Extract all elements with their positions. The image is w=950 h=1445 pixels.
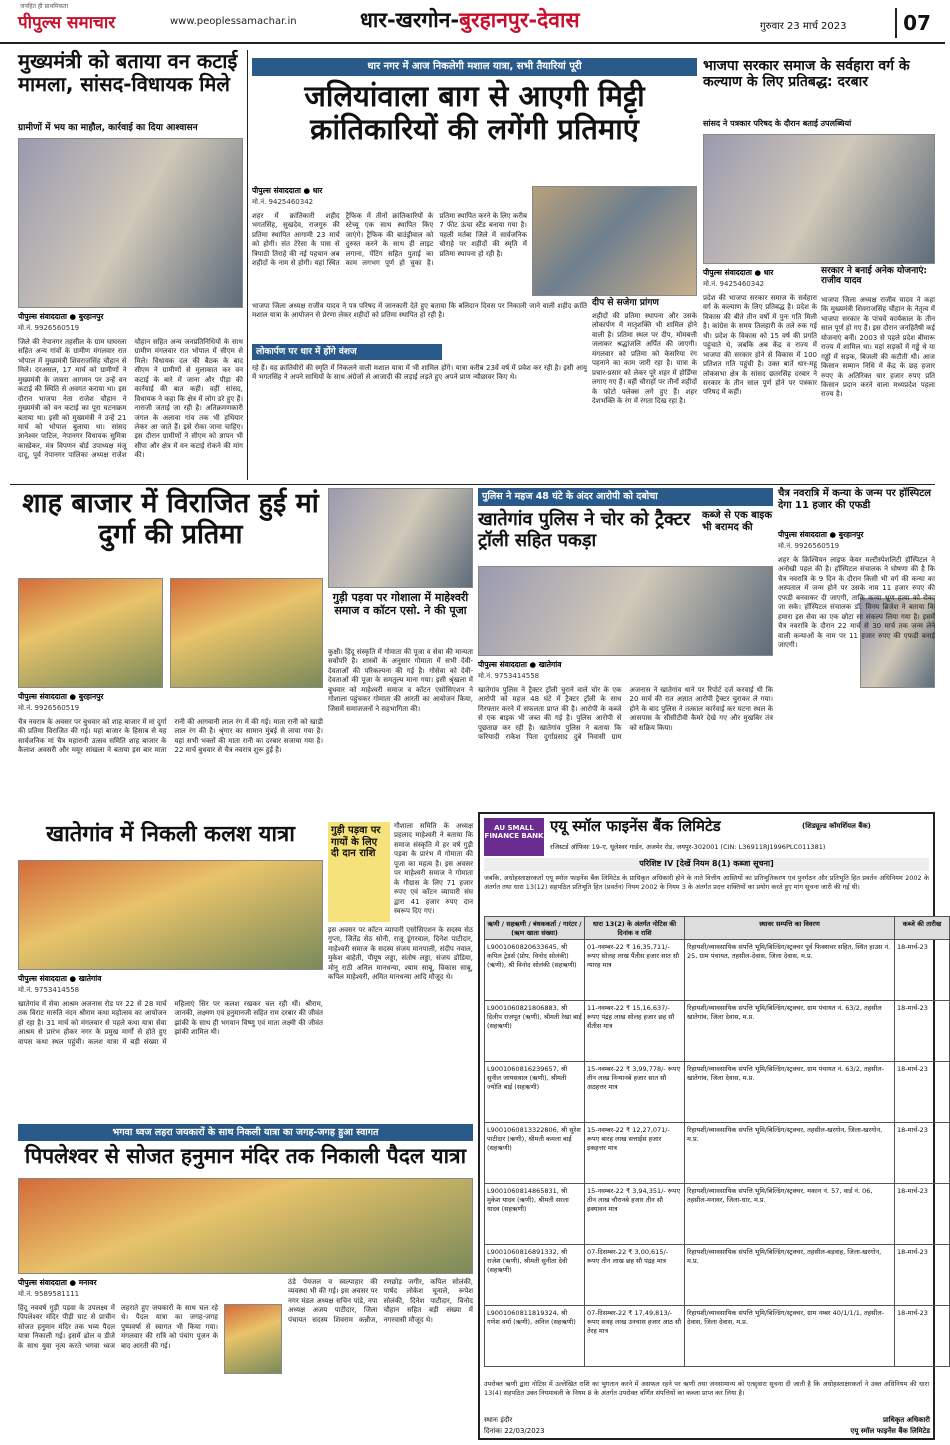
strip: धार नगर में आज निकलेगी मशाल यात्रा, सभी तैयारियां पूरी [252, 58, 697, 76]
region-title [360, 8, 710, 38]
cell-date: 18-मार्च-23 [895, 1245, 950, 1306]
cell-borrower: L9001060816891332, श्री राजेश (ऋणी), श्रीमती सुनीता देवी (सहऋणी) [485, 1245, 585, 1306]
byline: पीपुल्स संवाददाता ● धार [252, 186, 323, 195]
region-title-b: बुरहानपुर-देवास [459, 8, 580, 32]
table-row [485, 1245, 950, 1306]
cell-property: रिहायशी/व्यावसायिक संपत्ति भूमि/बिल्डिंग/स्ट्रक्चर, तहसील-बड़वाह, जिला-खरगोन, म.प्र. [685, 1245, 895, 1306]
photo-goshala [328, 488, 473, 588]
body-2: शहीदों की प्रतिमा स्थापना और उसके लोकार्पण में मातृशक्ति भी शामिल होने वाली है। प्रतिमा स्थल पर दीप, मोमबत्ती जलाकर श्रद्धांजलि अर्पित की जाएगी। मंगलवार को प्रतिमा को केसरिया रंग पहनाने का काम जारी रहा है। यात्रा के प्रचार-प्रसार को लेकर पूरे शहर में होर्डिंग्स लगाए गए हैं। वहीं चौराहों पर तीनों शहीदों के फोटो फ्लेक्स लगे हुए हैं। शहर देशभक्ति के रंग में रंगता दिख रहा है। [592, 312, 697, 405]
page-number: 07 [895, 8, 937, 38]
photo-kalash-yatra [18, 860, 323, 970]
story-jallianwala [252, 58, 697, 478]
mobile-number: मो.नं. 9926560519 [18, 704, 80, 712]
tagline: जनहित ही प्राथमिकता [20, 3, 69, 10]
mobile-number: मो.नं. 9425460342 [703, 280, 765, 288]
headline: खातेगांव में निकली कलश यात्रा [46, 822, 295, 847]
cell-notice: 11-नवम्बर-22 ₹ 15,16,637/- रूपए पंद्रह लाख सोलह हजार छह सौ सैंतीस मात्र [585, 1001, 685, 1062]
side-head: सरकार ने बनाई अनेक योजनाएं: राजीव यादव [821, 266, 928, 287]
logo[interactable]: पीपुल्स समाचार [18, 13, 116, 33]
cell-notice: 15-नवम्बर-22 ₹ 3,99,778/- रूपए तीन लाख निन्यानबे हजार सात सौ अठहत्तर मात्र [585, 1062, 685, 1123]
story-kalash [18, 822, 323, 1120]
notice-date: दिनांकः 22/03/2023 [484, 1427, 545, 1435]
masthead [0, 0, 945, 44]
body: प्रदेश की भाजपा सरकार समाज के सर्वहारा वर्ग के कल्याण के लिए प्रतिबद्ध है। प्रदेश के विकास की बीते तीन वर्षों में पुनः गति मिली है। कांग्रेस के समय तिलहारी के तले रुक गई थी। प्रदेश के विकास को 15 वर्ष की प्रगति पहुंचाते थे, जबकि अब केंद्र व राज्य में भाजपा की सरकार होने से विकास में 100 प्रतिशत गति पहुंची है। उक्त बातें धार-महू लोकसभा क्षेत्र के सांसद छतरसिंह दरबार ने सरकार के तीन साल पूर्ण होने पर पत्रकार परिषद में कहीं। [703, 294, 817, 397]
cell-borrower: L9001060814865831, श्री मुकेश यादव (ऋणी), श्रीमती सरला यादव (सहऋणी) [485, 1184, 585, 1245]
headline: खातेगांव पुलिस ने चोर को ट्रैक्टर ट्रॉली सहित पकड़ा [478, 509, 691, 551]
photo-hanuman [224, 1304, 282, 1374]
body: शहर के क्रिश्चियन लाइफ केयर मल्टीस्पेशलिटी हॉस्पिटल ने अनोखी पहल की है। हॉस्पिटल संचालक ने घोषणा की है कि चैत्र नवरात्रि के 9 दिन के दौरान किसी भी वर्ग की कन्या का अस्पताल में जन्म होने पर उसके नाम 11 हजार रुपए की एफडी बनवाकर दी जाएगी, ताकि कन्या भ्रूण हत्या को रोका जा सके। हॉस्पिटल संचालक डॉ. विनय ब्रिजेश ने बताया कि हमारा इस सेवा का एक छोटा सा संकल्प लिया गया है। इसमें चैत्र नवरात्रि के दौरान 22 मार्च से 30 मार्च तक जन्म लेने वाली कन्याओं के नाम पर 11 हजार रुपए की एफडी बनाई जाएगी। [778, 556, 935, 649]
cell-notice: 07-दिसम्बर-22 ₹ 3,00,615/- रूपए तीन लाख छह सौ पंद्रह मात्र [585, 1245, 685, 1306]
cell-borrower: L9001060811819324, श्री गणेश वर्मा (ऋणी), अनिल (सहऋणी) [485, 1306, 585, 1367]
story-police [478, 488, 773, 698]
cell-borrower: L9001060816239657, श्री सुनील जायसवाल (ऋणी), श्रीमती ज्योति बाई (सहऋणी) [485, 1062, 585, 1123]
divider [247, 50, 248, 480]
col-borrower: ऋणी / सहऋणी / बंधककर्ता / गारंटर / (ऋण खाता संख्या) [485, 917, 585, 940]
site-url[interactable]: www.peoplessamachar.in [170, 16, 297, 27]
body: हिंदू नववर्ष गुड़ी पड़वा के उपलक्ष्य में पिपलेश्वर मंदिर पीड़ी घाट से प्राचीन सोजत हनुमान मंदिर तक भव्य पैदल यात्रा निकाली गई। इसमें ढोल व डीजे के साथ युवा नृत्य करते भगवा ध्वज लहराते हुए जयकारों के साथ चल रहे थे। पैदल यात्रा का जगह-जगह पुष्पवर्षा से स्वागत भी किया गया। मंगलवार की रात्रि को पंचांग पूजन के बाद आरती की गई। [18, 1304, 218, 1350]
mobile-number: मो.नं. 9425460342 [252, 198, 314, 206]
cell-borrower: L9001060821806883, श्री दिलीप राजपूत (ऋणी), श्रीमती रेखा बाई (सहऋणी) [485, 1001, 585, 1062]
notice-intro: जबकि, अधोहस्ताक्षरकर्ता एयू स्मॉल फाइनेंस बैंक लिमिटेड के प्राधिकृत अधिकारी होने के नाते वित्तीय आस्तियों का प्रतिभूतिकरण एवं पुनर्गठन और प्रतिभूति हित प्रवर्तन अधिनियम 2002 के अंतर्गत तथा धारा 13(12) सहपठित प्रतिभूति हित (प्रवर्तन) नियम 2002 के नियम 3 के अंतर्गत प्रदत्त शक्तियों का प्रयोग करते हुए मांग सूचना जारी की गई थी। [484, 874, 929, 891]
region-title-a: धार-खरगोन- [360, 8, 460, 32]
body-3: भाजपा जिला अध्यक्ष राजीव यादव ने पत्र परिषद में जानकारी देते हुए बताया कि बलिदान दिवस पर निकाली जाने वाली शहीद क्रांति मशाल यात्रा के आयोजन से प्रेरणा लेकर शहीदों को प्रतिमा स्थापित हो रही है। [252, 302, 587, 320]
body-3: इस अवसर पर कॉटन व्यापारी एसोसिएशन के सदस्य सेठ गुप्ता, जितेंद्र सेठ सोनी, राजू डूंगरवाल, दिनेश पाटीदार, माहेश्वरी समाज के सदस्य संजय मानपाली, संदीप नवाल, मुकेश बाहेती, पीयूष लड्डा, संतोष लड्डा, संजय डोडिया, मोनू राठी अनिल मानधन्या, श्याम साबू, विकास साबू, कपिल माहेश्वरी, अमित मानधन्या आदि मौजूद थे। [328, 926, 473, 982]
subhead: दीप से सजेगा प्रांगण [592, 298, 659, 308]
photo-press-conference [703, 134, 935, 264]
table-row [485, 1306, 950, 1367]
body-2: गौशाला समिति के अध्यक्ष प्रहलाद माहेश्वरी ने बताया कि समाज संस्कृति में हर वर्ष गुड़ी पड़वा के प्रारंभ में गोमाता की पूजा का महत्व है। इस अवसर पर माहेश्वरी समाज ने गोमाता के गौग्रास के लिए 71 हजार रुपए एवं कॉटन व्यापारी संघ द्वारा 41 हजार रुपए दान स्वरूप दिए गए। [394, 822, 473, 915]
headline: जलियांवाला बाग से आएगी मिट्टी क्रांतिकारियों की लगेंगी प्रतिमाएं [304, 79, 645, 147]
cell-borrower: L9001060813322806, श्री सुरेश पाटीदार (ऋणी), श्रीमती कमला बाई (सहऋणी) [485, 1123, 585, 1184]
cell-date: 18-मार्च-23 [895, 1001, 950, 1062]
cell-date: 18-मार्च-23 [895, 1306, 950, 1367]
cell-property: रिहायशी/व्यावसायिक संपत्ति भूमि/बिल्डिंग/स्ट्रक्चर, ग्राम नम्बर 40/1/1/1, तहसील-देवास, जिला देवास, म.प्र. [685, 1306, 895, 1367]
story-police-body: खातेगांव पुलिस ने ट्रैक्टर ट्रॉली चुराने वाले चोर के एक आरोपी को महज 48 घंटे में ट्रैक्टर ट्रॉली के साथ गिरफ्तार करने में सफलता प्राप्त की है। आरोपी के कब्जे से एक बाइक भी जब्त की गई है। पुलिस आरोपी से पूछताछ कर रही है। खातेगांव पुलिस ने बताया कि फरियादी राकेश पिता दुर्गाप्रसाद दुबे निवासी ग्राम अजनास ने खातेगांव थाने पर रिपोर्ट दर्ज करवाई थी कि 20 मार्च की रात अज्ञात आरोपी ट्रैक्टर चुराकर ले गया। होने के बाद पुलिस ने तत्काल कार्रवाई कर घटना स्थल के आसपास के सीसीटीवी कैमरे देखे गए और मुखबिर तंत्र को सक्रिय किया। [478, 686, 773, 742]
mobile-number: मो.नं. 9753414558 [478, 672, 540, 680]
photo-police-tractor [478, 566, 773, 656]
cell-property: रिहायशी/व्यावसायिक संपत्ति भूमि/बिल्डिंग/स्ट्रक्चर पूर्व फिक्सचर सहित, स्थित हाउस नं. 25, ग्राम पंचायत, तहसील-देवास, जिला देवास, म.प्र. [685, 940, 895, 1001]
strip-2: लोकार्पण पर धार में होंगे वंशज [252, 344, 442, 360]
body: कुक्षी। हिंदू संस्कृति में गोमाता की पूजा व सेवा की मान्यता सर्वोपरि है। शास्त्रों के अनुसार गोमाता में सभी देवी-देवताओं की परिकल्पना की गई है। गोसेवा को देवी-देवताओं की पूजा के समतुल्य माना गया। इसी श्रृंखला में बुधवार को माहेश्वरी समाज व कॉटन एसोसिएशन ने गोशाला पहुंचकर गोमाता की आरती का आयोजन किया, जिसमें समाजजनों ने सहभागिता की। [328, 648, 473, 713]
cell-date: 18-मार्च-23 [895, 1123, 950, 1184]
cell-date: 18-मार्च-23 [895, 1062, 950, 1123]
bank-title: एयू स्मॉल फाइनेंस बैंक लिमिटेड [550, 817, 721, 835]
notice-place: स्थानः इंदौर [484, 1416, 513, 1424]
byline: पीपुल्स संवाददाता ● बुरहानपुर [778, 530, 864, 539]
side-deck: कब्जे से एक बाइक भी बरामद की [702, 510, 772, 533]
bank-address: रजिस्टर्ड ऑफिसः 19-ए, धूलेश्वर गार्डन, अजमेर रोड, जयपुर-302001 (CIN: L36911RJ1996PLC011381) [550, 843, 826, 851]
cell-borrower: L9001060820633645, श्री कपिल ट्रेडर्स (प्रोप. विनोद सोलंकी) (ऋणी), श्री विनोद सोलंकी (सहऋणी) [485, 940, 585, 1001]
col-notice: धारा 13(2) के अंतर्गत नोटिस की दिनांक व राशि [585, 917, 685, 940]
mobile-number: मो.नं. 9589581111 [18, 1290, 80, 1298]
bank-logo: AU SMALL FINANCE BANK [484, 818, 544, 856]
table-header-row [485, 917, 950, 940]
mobile-number: मो.नं. 9926560519 [778, 542, 840, 550]
table-row [485, 1184, 950, 1245]
byline: पीपुल्स संवाददाता ● धार [703, 268, 774, 277]
cell-notice: 07-दिसम्बर-22 ₹ 17,49,813/- रूपए सत्रह लाख उनचास हजार आठ सौ तेरह मात्र [585, 1306, 685, 1367]
headline: चैत्र नवरात्रि में कन्या के जन्म पर हॉस्पिटल देगा 11 हजार की एफडी [778, 488, 932, 511]
subhead: सांसद ने पत्रकार परिषद के दौरान बताई उपलब्धियां [703, 119, 852, 128]
notice-table [484, 916, 950, 1367]
table-row [485, 1062, 950, 1123]
story-darbar [703, 58, 935, 478]
body: खातेगांव में सेवा आश्रम अजनास रोड पर 22 से 28 मार्च तक विराट मारुति नंदन श्रीराम कथा महोत्सव का आयोजन हो रहा है। 31 मार्च को मंगलवार से पहले कथा यात्रा सेवा आश्रम से प्रारंभ होकर नगर के प्रमुख मार्गों से होते हुए वापस कथा स्थल पहुंची। कलश यात्रा में बड़ी संख्या में महिलाएं सिर पर कलश रखकर चल रही थीं। श्रीराम, जानकी, लक्ष्मण एवं हनुमानजी सहित राम दरबार की जीवंत झांकी के साथ ही भगवान विष्णु एवं माता लक्ष्मी की जीवंत झांकी शामिल थी। [18, 1000, 323, 1046]
cell-property: रिहायशी/व्यावसायिक संपत्ति भूमि/बिल्डिंग/स्ट्रक्चर, ग्राम पंचायत नं. 63/2, तहसील-खातेगांव, जिला देवास, म.प्र. [685, 1062, 895, 1123]
story-cm-forest [18, 50, 243, 480]
notice-table-wrap [484, 916, 942, 1376]
mobile-number: मो.नं. 9926560519 [18, 324, 80, 332]
byline: पीपुल्स संवाददाता ● खातेगांव [478, 660, 562, 669]
photo-padyatra [18, 1178, 473, 1274]
body: चैत्र नवरात्र के अवसर पर बुधवार को शाह बाजार में मां दुर्गा की प्रतिमा विराजित की गई। यहां बाजार के हिसाब से यह सार्वजनिक मां चैत्र महारानी उत्सव समिति शाह बाजार के कैलाश अवसरी और मयूर सांखला ने बताया इस बार माता रानी की आगवानी लाल रंग में की गई। माता रानी को खाडी लाल रंग की है। श्रृंगार का सामान मुंबई से लाया गया है। यहां सभी भक्तों की माता रानी का दरबार सजाया गया है। 22 मार्च बुधवार से चैत्र नवरात्र शुरू हुई है। [18, 718, 323, 755]
cell-date: 18-मार्च-23 [895, 1184, 950, 1245]
headline: भाजपा सरकार समाज के सर्वहारा वर्ग के कल्याण के लिए प्रतिबद्ध: दरबार [703, 58, 910, 91]
byline: पीपुल्स संवाददाता ● खातेगांव [18, 974, 102, 983]
body-2: ठंडे पेयजल व स्वल्पाहार की व्यवस्था भी की गई। इस अवसर पर नगर मंडल अध्यक्ष सचिन पांडे, नपा अध्यक्ष अजय पाटीदार, जिला पंचायत सदस्य शिवराम कन्नौज, रणछोड़ जगीर, कपिल सोलंकी, पार्षद लोकेश चूनाले, रूपेश सोलंकी, दिनेश पाटीदार, विनोद चौहान सहित बड़ी संख्या में नगरवासी मौजूद थे। [288, 1278, 473, 1324]
divider [10, 484, 935, 485]
body-4: रहे हैं। यह क्रांतिवीरों की स्मृति में निकलने वाली मशाल यात्रा में भी शामिल होंगे। यात्रा करीब 23वें वर्ष में प्रवेश कर रही है। इसी आयु में भगतसिंह ने अपने साथियों के साथ अंग्रेजों से आजादी की लड़ाई लड़ते हुए अपने प्राण न्यौछावर किए थे। [252, 364, 587, 382]
au-bank-notice [478, 812, 942, 1440]
subhead: ग्रामीणों में भय का माहौल, कार्रवाई का दिया आश्वासन [18, 123, 198, 133]
byline: पीपुल्स संवाददाता ● बुरहानपुर [18, 312, 104, 321]
headline: शाह बाजार में विराजित हुई मां दुर्गा की प्रतिमा [22, 488, 319, 551]
photo-durga-right [170, 578, 323, 688]
photo-durga-left [18, 578, 163, 688]
headline: पिपलेश्वर से सोजत हनुमान मंदिर तक निकाली पैदल यात्रा [24, 1144, 467, 1168]
table-row [485, 1001, 950, 1062]
cell-notice: 15-नवम्बर-22 ₹ 3,94,351/- रूपए तीन लाख चौरानबे हजार तीन सौ इक्यावन मात्र [585, 1184, 685, 1245]
photo-cm-meeting [18, 138, 243, 308]
bank-title-note: (शिड्यूल्ड कॉमर्शियल बैंक) [802, 822, 871, 830]
notice-sign-1: प्राधिकृत अधिकारी [882, 1416, 930, 1424]
cell-notice: 01-नवम्बर-22 ₹ 16,35,711/- रूपए सोलह लाख पैंतीस हजार सात सौ ग्यारह मात्र [585, 940, 685, 1001]
story-fd [778, 488, 935, 806]
table-row [485, 940, 950, 1001]
cell-date: 18-मार्च-23 [895, 940, 950, 1001]
headline: मुख्यमंत्री को बताया वन कटाई मामला, सांसद-विधायक मिले [18, 49, 238, 96]
notice-sign-2: एयू स्मॉल फाइनेंस बैंक लिमिटेड [850, 1427, 930, 1435]
issue-date: गुरुवार 23 मार्च 2023 [760, 21, 847, 32]
notice-subtitle: परिशिष्ट IV [देखें नियम 8(1) कब्जा सूचना] [484, 858, 929, 871]
col-date: कब्जे की तारीख [895, 917, 950, 940]
story-durga [18, 488, 323, 818]
body: जिले की नेपानगर तहसील के ग्राम घाघरला सहित अन्य गांवों के ग्रामीण मंगलवार रात भोपाल में मुख्यमंत्री शिवराजसिंह चौहान से मिले। दरअसल, 17 मार्च को ग्रामीणों ने मुख्यमंत्री के जावरा आगमन पर उन्हें वन कटाई की स्थिति से अवगत कराया था। इस दौरान भाजपा नेता राजेश चौहान ने मुख्यमंत्री को वन कटाई का पूरा घटनाक्रम बताया था। इसी को मुख्यमंत्री ने उन्हें 21 मार्च को भोपाल बुलाया था। सांसद ज्ञानेश्वर पाटिल, नेपानगर विधायक सुमित्रा कास्डेकर, मंत्र विपणन बोर्ड उपाध्यक्ष मंजू दादू, पूर्व नेपानगर पालिका अध्यक्ष राजेश चौहान सहित अन्य जनप्रतिनिधियों के साथ ग्रामीण मंगलवार रात भोपाल में सीएम से मिले। विधायक दल की बैठक के बाद सीएम ने ग्रामीणों से मुलाकात कर वन कटाई के बारे में जाना और पीड़ा की कार्रवाई की बात कही। वहीं सांसद, विधायक ने कहा कि क्षेत्र में लोग डरे हुए हैं। नाराजी जताई जा रही है। अतिक्रमणकारी जंगल के अलावा गांव तक भी हथियार लेकर आ जाते हैं। इसे रोका जाना चाहिए। इस दौरान ग्रामीणों ने सीएम को ज्ञापन भी सौंपा और क्षेत्र में वन कटाई रोकने की मांग की। [18, 338, 243, 460]
donation-box: गुड़ी पड़वा पर गायों के लिए दी दान राशि [328, 822, 390, 922]
notice-footer: उपरोक्त ऋणी द्वारा नोटिस में उल्लेखित राशि का भुगतान करने में असफल रहने पर ऋणी तथा जनसामान्य को एतद्द्वारा सूचना दी जाती है कि अधोहस्ताक्षरकर्ता ने उक्त अधिनियम की धारा 13(4) सहपठित उक्त नियमावली के नियम 8 के अंतर्गत उपरोक्त वर्णित संपत्तियों का कब्जा प्राप्त कर लिया है। [484, 1380, 929, 1397]
photo-statue-site [532, 186, 697, 296]
body: शहर में क्रांतिकारी शहीद भगतसिंह, सुखदेव, राजगुरु की प्रतिमा स्थापित आगामी 23 मार्च को होगी। संत टेरेसा के पास से त्रिपाठी तिराहे की नई पहचान अब शहीदों के नाम से होगी। यहां स्थित ट्रैफिक में तीनों क्रांतिकारियों के स्टेच्यू एक साथ स्थापित किए जाएंगे। ट्रैफिक की बाउंड्रीवाल को दुरुस्त करने के साथ ही लाइट लगाना, पेंटिंग सहित पुताई का काम लगभग पूर्ण हो चुका है। प्रतिमा स्थापित करने के लिए करीब 7 फीट ऊंचा स्टैंड बनाया गया है। पहली मर्तबा जिले में सार्वजनिक चौराहे पर शहीदों की स्मृति में प्रतिमा स्थापना हो रही है। [252, 212, 527, 268]
photo-caption: गुड़ी पड़वा पर गोशाला में माहेश्वरी समाज व कॉटन एसो. ने की पूजा [332, 591, 469, 617]
story-padyatra [18, 1124, 473, 1440]
side-body: भाजपा जिला अध्यक्ष राजीव यादव ने कहा कि मुख्यमंत्री शिवराजसिंह चौहान के नेतृत्व में भाजपा सरकार के पांचवें कार्यकाल के तीन साल पूर्ण हो गए हैं। इस दौरान जनहितैषी कई योजनाएं बनीं। 2003 से पहले प्रदेश बीमारू राज्य में शामिल था। यहां सड़कों में गड्ढे थे या गड्ढों में सड़क, बिजली की कटौती थी। आज किसान सम्मान निधि में केंद्र के छह हजार रुपए के अतिरिक्त चार हजार रुपए प्रति किसान प्रदान करने वाला मध्यप्रदेश पहला राज्य है। [821, 296, 935, 399]
byline: पीपुल्स संवाददाता ● बुरहानपुर [18, 692, 104, 701]
table-row [485, 1123, 950, 1184]
strip: भगवा ध्वज लहरा जयकारों के साथ निकली यात्रा का जगह-जगह हुआ स्वागत [18, 1124, 473, 1141]
cell-property: रिहायशी/व्यावसायिक संपत्ति भूमि/बिल्डिंग/स्ट्रक्चर, तहसील-खरगोन, जिला-खरगोन, म.प्र. [685, 1123, 895, 1184]
col-property: स्थावर सम्पत्ति का विवरण [685, 917, 895, 940]
cell-property: रिहायशी/व्यावसायिक संपत्ति भूमि/बिल्डिंग/स्ट्रक्चर, मकान नं. 57, वार्ड नं. 06, तहसील-मनावर, जिला-धार, म.प्र. [685, 1184, 895, 1245]
mobile-number: मो.नं. 9753414558 [18, 986, 80, 994]
cell-notice: 15-नवम्बर-22 ₹ 12,27,071/- रूपए बारह लाख सत्ताईस हजार इकहत्तर मात्र [585, 1123, 685, 1184]
cell-property: रिहायशी/व्यावसायिक संपत्ति भूमि/बिल्डिंग/स्ट्रक्चर, ग्राम पंचायत नं. 63/2, तहसील खातेगांव, जिला देवास, म.प्र. [685, 1001, 895, 1062]
story-goshala [328, 488, 473, 1108]
strip: पुलिस ने महज 48 घंटे के अंदर आरोपी को दबोचा [478, 488, 773, 506]
byline: पीपुल्स संवाददाता ● मनावर [18, 1278, 97, 1287]
